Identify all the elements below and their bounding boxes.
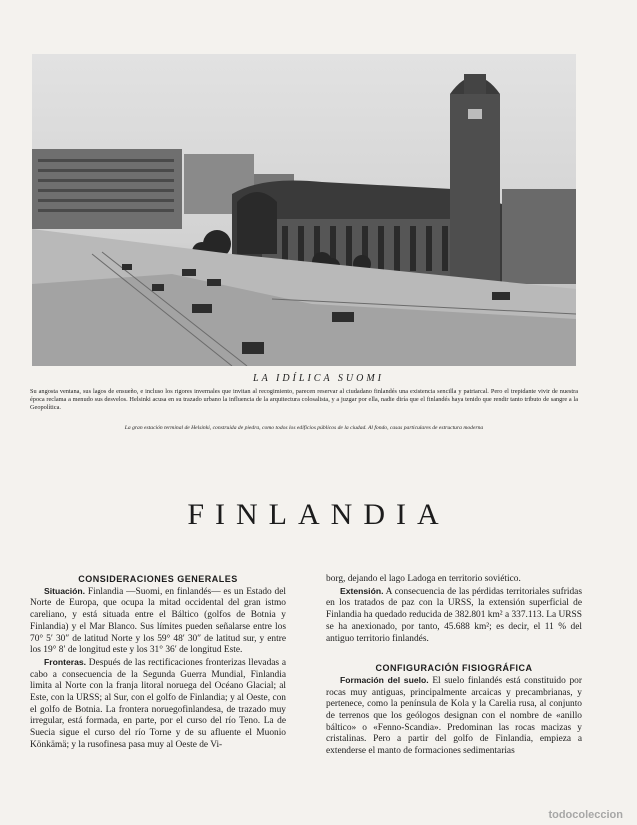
run-in-fronteras: Fronteras. [44, 656, 87, 667]
extension-text: A consecuencia de las pérdidas territoriales sufridas en los tratados de paz con la URSS, la extensión superficial de Finlandia ha quedado reducida de 382.801 km² a 337.113. La URSS se ha anexionado, por tanto, 45.688 km²; es decir, el 11 % del antiguo territorio finlandés. [326, 586, 582, 644]
section-heading-consideraciones: CONSIDERACIONES GENERALES [78, 574, 238, 584]
paragraph-fronteras [30, 657, 286, 752]
section-heading-configuracion: CONFIGURACIÓN FISIOGRÁFICA [375, 663, 533, 674]
helsinki-station-photo [32, 54, 576, 366]
paragraph-continuation: borg, dejando el lago Ladoga en territorio soviético. [326, 574, 521, 584]
left-column [30, 574, 286, 752]
right-column [326, 574, 582, 758]
paragraph-formacion-suelo [326, 675, 582, 758]
article-title: FINLANDIA [187, 498, 450, 531]
suelo-text: El suelo finlandés está constituido por rocas muy antiguas, principalmente arcaicas y precambrianas, y pertenece, como la península de Kola y la Carelia rusa, al conjunto de terrenos que los geólogos designan con el nombre de «anillo báltico» o «Fenno-Scandia». Predominan las rocas macizas y cristalinas. Pero a partir del golfo de Finlandia, empieza a extenderse el manto de formaciones sedimentarias [326, 675, 582, 757]
paragraph-situacion [30, 586, 286, 657]
watermark: todocoleccion [548, 809, 623, 821]
run-in-formacion-suelo: Formación del suelo. [340, 674, 429, 685]
photo-illustration [32, 54, 576, 366]
run-in-extension: Extensión. [340, 585, 384, 596]
paragraph-extension [326, 586, 582, 646]
fronteras-text: Después de las rectificaciones fronterizas llevadas a cabo a consecuencia de la Segunda Guerra Mundial, Finlandia limita al Norte con la franja litoral noruega del Océano Glacial; al Este, con la URSS; al Sur, con el golfo de Finlandia; y al Oeste, con el golfo de Botnia. La frontera noruegofinlandesa, de trazado muy irregular, está formada, en parte, por el curso del río Teno. La de Suecia sigue el curso del río Torne y de su afluente el Muonio Könkämä; y la rusofinesa pasa muy al Oeste de Vi- [30, 657, 286, 750]
run-in-situacion: Situación. [44, 585, 86, 596]
situacion-text: Finlandia —Suomi, en finlandés— es un Estado del Norte de Europa, que ocupa la mitad occidental del gran istmo careliano, y está situada entre el Báltico (golfos de Botnia y Finlandia) y el Mar Blanco. Sus límites pueden señalarse entre los 70° 5′ 30″ de latitud Norte y los 59° 48′ 30″ de latitud sur, y entre los 19° 8′ de longitud este y los 31° 36′ de longitud Este. [30, 586, 286, 656]
photo-caption: La gran estación terminal de Helsinki, construida de piedra, como todos los edificios públicos de la ciudad. Al fondo, casas particulares de estructura moderna [124, 425, 484, 431]
photo-title: LA IDÍLICA SUOMI [253, 373, 384, 384]
photo-intro-text: Su angosta ventana, sus lagos de ensueño, e incluso los rigores invernales que invitan al recogimiento, parecen reservar al ciudadano finlandés una existencia sencilla y patriarcal. Pero el trepidante vivir de nuestra época reclama a menudo sus desvelos. Helsinki acusa en su trazado urbano la influencia de la arquitectura colosalista, y a juzgar por ella, nadie diría que el finlandés haya tenido que rendir tanto tributo de sangre a la Geopolítica. [30, 388, 578, 412]
